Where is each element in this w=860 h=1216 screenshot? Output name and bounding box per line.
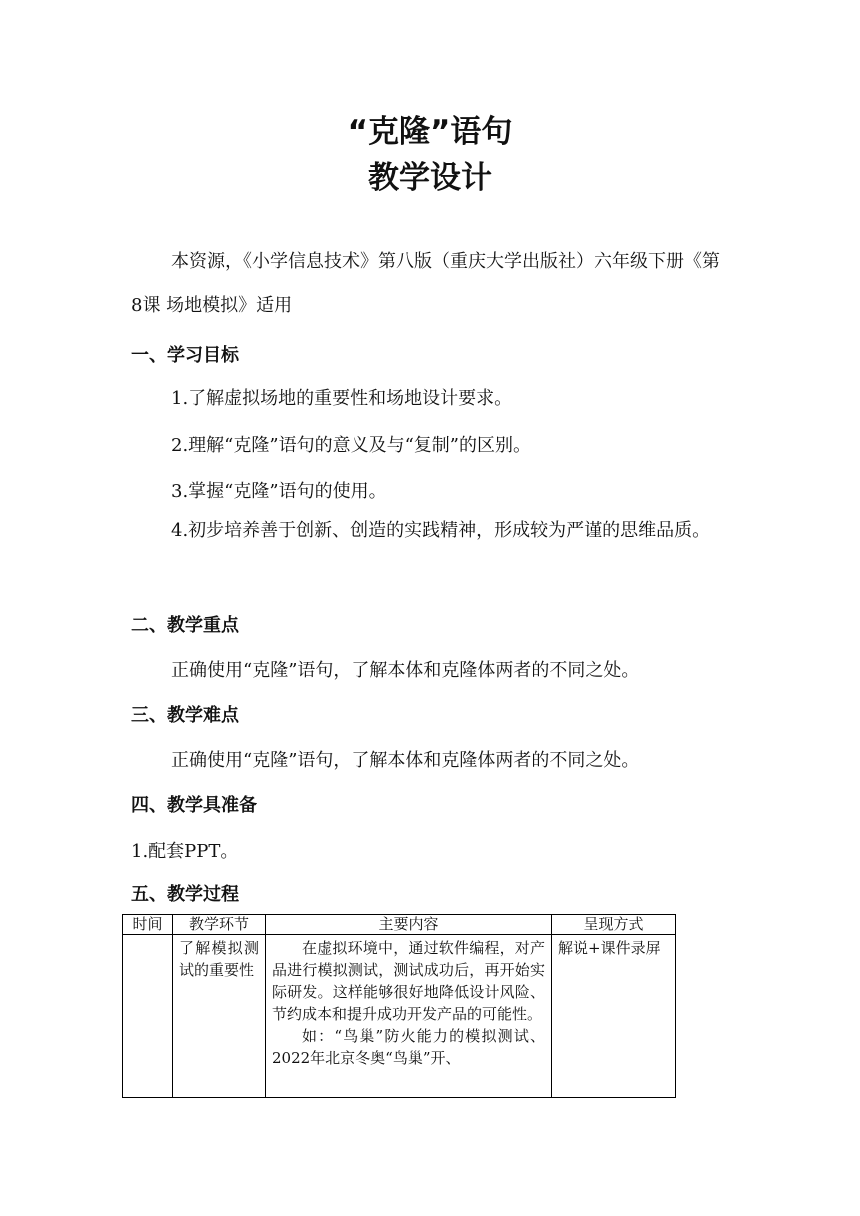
content-paragraph: 在虚拟环境中，通过软件编程，对产品进行模拟测试，测试成功后，再开始实际研发。这样能够很好地降低设计风险、节约成本和提升成功开发产品的可能性。 xyxy=(272,939,545,1023)
section-heading-difficulties: 三、教学难点 xyxy=(131,705,239,726)
key-points-text: 正确使用“克隆”语句，了解本体和克隆体两者的不同之处。 xyxy=(171,660,640,681)
cell-content xyxy=(266,935,552,1098)
objective-item: 3.掌握“克隆”语句的使用。 xyxy=(171,481,387,502)
objective-item: 2.理解“克隆”语句的意义及与“复制”的区别。 xyxy=(171,435,531,456)
section-heading-process: 五、教学过程 xyxy=(131,884,239,905)
section-heading-objectives: 一、学习目标 xyxy=(131,345,239,366)
column-header-presentation: 呈现方式 xyxy=(552,915,676,935)
intro-paragraph: 本资源，《小学信息技术》第八版（重庆大学出版社）六年级下册《第8课 场地模拟》适用 xyxy=(131,251,720,316)
table-header-row xyxy=(123,915,676,935)
section-heading-materials: 四、教学具准备 xyxy=(131,795,257,816)
difficulties-text: 正确使用“克隆”语句，了解本体和克隆体两者的不同之处。 xyxy=(171,750,640,771)
cell-stage: 了解模拟测试的重要性 xyxy=(173,935,266,1098)
column-header-stage: 教学环节 xyxy=(173,915,266,935)
objective-item: 1.了解虚拟场地的重要性和场地设计要求。 xyxy=(171,388,513,409)
column-header-time: 时间 xyxy=(123,915,173,935)
section-heading-key-points: 二、教学重点 xyxy=(131,615,239,636)
column-header-content: 主要内容 xyxy=(266,915,552,935)
materials-text: 1.配套PPT。 xyxy=(131,841,239,862)
teaching-process-table xyxy=(122,914,676,1098)
document-title: “克隆”语句 xyxy=(347,114,513,150)
content-paragraph: 如：“鸟巢”防火能力的模拟测试、2022年北京冬奥“鸟巢”开、 xyxy=(272,1027,545,1067)
document-subtitle: 教学设计 xyxy=(368,160,492,196)
cell-presentation: 解说+课件录屏 xyxy=(552,935,676,1098)
objective-item: 4.初步培养善于创新、创造的实践精神，形成较为严谨的思维品质。 xyxy=(171,520,711,541)
table-row xyxy=(123,935,676,1098)
cell-time xyxy=(123,935,173,1098)
